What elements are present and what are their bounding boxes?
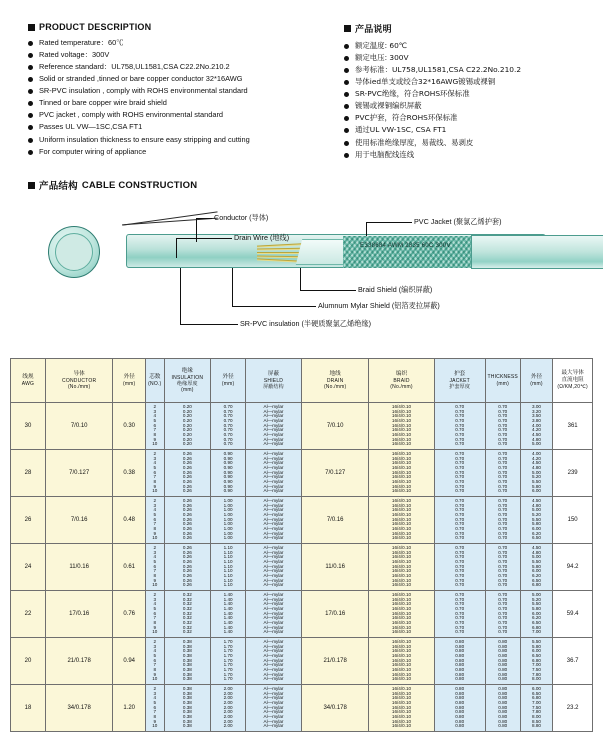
cell-shield: Al—mylar Al—mylar Al—mylar Al—mylar Al—mylar Al—mylar Al—mylar Al—mylar Al—mylar	[246, 638, 302, 685]
table-row	[11, 450, 593, 497]
description-item: 导体ied单支或绞合32*16AWG镀锡或裸铜	[344, 77, 576, 87]
cell-insulation-thickness: 0.38 0.38 0.38 0.38 0.38 0.38 0.38 0.38 0.38	[164, 685, 211, 732]
cell-resistance: 94.2	[553, 544, 593, 591]
description-item: Solid or stranded ,tinned or bare copper conductor 32*16AWG	[28, 74, 328, 84]
cell-braid: 16/4/0.10 16/4/0.10 16/4/0.10 16/4/0.10 16/4/0.10 16/4/0.10 16/4/0.10 16/4/0.10 16/4/0.10	[369, 544, 434, 591]
pvc-jacket-layer	[471, 235, 603, 269]
cell-cores: 2 3 4 5 6 7 8 9 10	[145, 544, 164, 591]
callout-pvc-jacket: PVC Jacket (聚氯乙烯护套)	[414, 217, 502, 226]
description-chinese-list	[344, 41, 576, 159]
description-item: Reference standard：UL758,UL1581,CSA C22.2No.210.2	[28, 62, 328, 72]
th-conductor-od: 外径 (mm)	[113, 359, 146, 403]
table-header	[11, 359, 593, 403]
cell-insulation-od: 1.70 1.70 1.70 1.70 1.70 1.70 1.70 1.70 1.70	[211, 638, 246, 685]
cell-conductor: 7/0.16	[45, 497, 113, 544]
description-item: For computer wiring of appliance	[28, 147, 328, 157]
cell-resistance: 36.7	[553, 638, 593, 685]
cell-braid: 16/4/0.10 16/4/0.10 16/4/0.10 16/4/0.10 16/4/0.10 16/4/0.10 16/4/0.10 16/4/0.10 16/4/0.10	[369, 591, 434, 638]
cell-braid: 16/4/0.10 16/4/0.10 16/4/0.10 16/4/0.10 16/4/0.10 16/4/0.10 16/4/0.10 16/4/0.10 16/4/0.10	[369, 685, 434, 732]
callout-line-mylar-h	[232, 306, 316, 307]
th-awg: 线规 AWG	[11, 359, 46, 403]
cell-jacket-od: 4.50 4.80 5.00 5.50 5.80 6.00 6.20 6.50 6.80	[520, 544, 553, 591]
cell-drain: 7/0.127	[301, 450, 369, 497]
cell-jacket-thickness-2: 0.70 0.70 0.70 0.70 0.70 0.70 0.70 0.70 0.70	[485, 450, 520, 497]
cell-conductor: 7/0.10	[45, 403, 113, 450]
cell-jacket-thickness: 0.80 0.80 0.80 0.80 0.80 0.80 0.80 0.80 0.80	[434, 638, 485, 685]
description-item: 镀锡或裸铜编织屏蔽	[344, 101, 576, 111]
cell-conductor-od: 0.38	[113, 450, 146, 497]
cell-jacket-thickness: 0.70 0.70 0.70 0.70 0.70 0.70 0.70 0.70 0.70	[434, 403, 485, 450]
cable-diagram	[0, 196, 603, 348]
description-item: 参考标准：UL758,UL1581,CSA C22.2No.210.2	[344, 65, 576, 75]
cell-braid: 16/4/0.10 16/4/0.10 16/4/0.10 16/4/0.10 16/4/0.10 16/4/0.10 16/4/0.10 16/4/0.10 16/4/0.10	[369, 450, 434, 497]
th-shield: 屏蔽 SHIELD 屏蔽结构	[246, 359, 302, 403]
cell-jacket-thickness-2: 0.70 0.70 0.70 0.70 0.70 0.70 0.70 0.70 0.70	[485, 544, 520, 591]
th-conductor: 导体 CONDUCTOR (No./mm)	[45, 359, 113, 403]
cell-jacket-thickness: 0.70 0.70 0.70 0.70 0.70 0.70 0.70 0.70 0.70	[434, 497, 485, 544]
th-drain: 地线 DRAIN (No./mm)	[301, 359, 369, 403]
description-english-list	[28, 38, 328, 156]
cell-cores: 2 3 4 5 6 7 8 9 10	[145, 450, 164, 497]
cell-jacket-od: 5.00 5.20 5.50 5.80 6.00 6.20 6.50 6.80 7.00	[520, 591, 553, 638]
cell-jacket-thickness-2: 0.80 0.80 0.80 0.80 0.80 0.80 0.80 0.80 0.80	[485, 638, 520, 685]
cell-conductor-od: 0.76	[113, 591, 146, 638]
callout-line-conductor-h	[196, 218, 212, 219]
cell-jacket-od: 4.50 4.80 5.00 5.20 5.50 5.80 6.00 6.20 6.50	[520, 497, 553, 544]
cell-jacket-od: 4.00 4.20 4.50 4.80 5.00 5.20 5.50 5.80 6.00	[520, 450, 553, 497]
conductor-dots	[57, 235, 93, 271]
braid-shield-layer	[343, 236, 473, 268]
cable-construction-heading	[28, 178, 197, 192]
cell-jacket-thickness: 0.70 0.70 0.70 0.70 0.70 0.70 0.70 0.70 0.70	[434, 544, 485, 591]
cell-cores: 2 3 4 5 6 7 8 9 10	[145, 403, 164, 450]
callout-drain-wire: Drain Wire (地线)	[234, 233, 290, 242]
cell-conductor-od: 0.48	[113, 497, 146, 544]
th-jacket-thickness: 护套 JACKET 护套厚度	[434, 359, 485, 403]
cell-braid: 16/4/0.10 16/4/0.10 16/4/0.10 16/4/0.10 16/4/0.10 16/4/0.10 16/4/0.10 16/4/0.10 16/4/0.10	[369, 497, 434, 544]
callout-line-jacket	[366, 222, 367, 236]
cell-jacket-thickness-2: 0.70 0.70 0.70 0.70 0.70 0.70 0.70 0.70 0.70	[485, 497, 520, 544]
cable-body	[126, 234, 546, 268]
cell-jacket-od: 5.50 5.80 6.00 6.50 6.80 7.00 7.50 7.80 8.00	[520, 638, 553, 685]
description-item: Rated temperature：60℃	[28, 38, 328, 48]
cell-drain: 11/0.16	[301, 544, 369, 591]
cell-shield: Al—mylar Al—mylar Al—mylar Al—mylar Al—mylar Al—mylar Al—mylar Al—mylar Al—mylar	[246, 497, 302, 544]
description-item: Rated voltage：300V	[28, 50, 328, 60]
table-row	[11, 591, 593, 638]
th-resistance: 最大导体 直流电阻 (Ω/KM,20℃)	[553, 359, 593, 403]
description-item: 额定温度: 60℃	[344, 41, 576, 51]
cell-awg: 30	[11, 403, 46, 450]
callout-line-insulation	[180, 268, 181, 324]
cell-jacket-od: 6.00 6.50 6.80 7.00 7.50 7.80 8.00 8.50 8.80	[520, 685, 553, 732]
description-item: Uniform insulation thickness to ensure easy stripping and cutting	[28, 135, 328, 145]
cell-resistance: 150	[553, 497, 593, 544]
th-jacket-od: 外径 (mm)	[520, 359, 553, 403]
cell-jacket-od: 3.00 3.20 3.50 3.80 4.00 4.20 4.50 4.80 5.00	[520, 403, 553, 450]
cell-insulation-od: 1.00 1.00 1.00 1.00 1.00 1.00 1.00 1.00 1.00	[211, 497, 246, 544]
square-bullet-icon	[344, 25, 351, 32]
cell-conductor: 34/0.178	[45, 685, 113, 732]
cell-awg: 24	[11, 544, 46, 591]
table-body	[11, 403, 593, 732]
cell-braid: 16/4/0.10 16/4/0.10 16/4/0.10 16/4/0.10 16/4/0.10 16/4/0.10 16/4/0.10 16/4/0.10 16/4/0.10	[369, 638, 434, 685]
table-row	[11, 544, 593, 591]
cable-construction-title-en: CABLE CONSTRUCTION	[81, 179, 198, 191]
description-item: 额定电压: 300V	[344, 53, 576, 63]
cell-conductor-od: 0.61	[113, 544, 146, 591]
cell-drain: 7/0.10	[301, 403, 369, 450]
cell-shield: Al—mylar Al—mylar Al—mylar Al—mylar Al—mylar Al—mylar Al—mylar Al—mylar Al—mylar	[246, 544, 302, 591]
callout-line-braid-h	[300, 290, 356, 291]
cell-insulation-thickness: 0.20 0.20 0.20 0.20 0.20 0.20 0.20 0.20 0.20	[164, 403, 211, 450]
cell-awg: 28	[11, 450, 46, 497]
cell-awg: 20	[11, 638, 46, 685]
cell-insulation-thickness: 0.26 0.26 0.26 0.26 0.26 0.26 0.26 0.26 0.26	[164, 544, 211, 591]
cell-cores: 2 3 4 5 6 7 8 9 10	[145, 685, 164, 732]
description-item: PVC jacket , comply with ROHS environmental standard	[28, 110, 328, 120]
th-braid: 编织 BRAID (No./mm)	[369, 359, 434, 403]
description-item: 通过UL VW-1SC, CSA FT1	[344, 125, 576, 135]
cell-resistance: 59.4	[553, 591, 593, 638]
cell-cores: 2 3 4 5 6 7 8 9 10	[145, 497, 164, 544]
callout-line-mylar	[232, 268, 233, 306]
cell-awg: 22	[11, 591, 46, 638]
th-jacket-thickness-unit: THICKNESS (mm)	[485, 359, 520, 403]
description-english-column	[28, 22, 328, 162]
cell-insulation-od: 2.00 2.00 2.00 2.00 2.00 2.00 2.00 2.00 2.00	[211, 685, 246, 732]
product-description-title: PRODUCT DESCRIPTION	[39, 22, 152, 32]
cell-jacket-thickness-2: 0.70 0.70 0.70 0.70 0.70 0.70 0.70 0.70 0.70	[485, 403, 520, 450]
cell-jacket-thickness: 0.80 0.80 0.80 0.80 0.80 0.80 0.80 0.80 0.80	[434, 685, 485, 732]
cable-construction-title-cn: 产品结构	[39, 181, 78, 192]
cell-insulation-thickness: 0.32 0.32 0.32 0.32 0.32 0.32 0.32 0.32 0.32	[164, 591, 211, 638]
th-cores: 芯数 (NO.)	[145, 359, 164, 403]
jacket-print	[360, 242, 451, 249]
cell-conductor-od: 0.94	[113, 638, 146, 685]
description-item: Passes UL VW—1SC,CSA FT1	[28, 122, 328, 132]
description-chinese-column	[344, 22, 576, 162]
cell-drain: 34/0.178	[301, 685, 369, 732]
cell-insulation-thickness: 0.26 0.26 0.26 0.26 0.26 0.26 0.26 0.26 0.26	[164, 450, 211, 497]
cell-insulation-od: 0.70 0.70 0.70 0.70 0.70 0.70 0.70 0.70 0.70	[211, 403, 246, 450]
cell-shield: Al—mylar Al—mylar Al—mylar Al—mylar Al—mylar Al—mylar Al—mylar Al—mylar Al—mylar	[246, 450, 302, 497]
cell-cores: 2 3 4 5 6 7 8 9 10	[145, 638, 164, 685]
cell-cores: 2 3 4 5 6 7 8 9 10	[145, 591, 164, 638]
cell-conductor: 21/0.178	[45, 638, 113, 685]
specification-table	[10, 358, 593, 732]
callout-braid-shield: Braid Shield (编织屏蔽)	[358, 285, 433, 294]
th-insulation-thickness: 绝缘 INSULATION 绝缘厚度 (mm)	[164, 359, 211, 403]
jacket-print-text: E338684 AWM 2835 60C 300V	[360, 242, 451, 249]
cell-resistance: 361	[553, 403, 593, 450]
cell-jacket-thickness-2: 0.70 0.70 0.70 0.70 0.70 0.70 0.70 0.70 0.70	[485, 591, 520, 638]
product-description-heading-cn	[344, 22, 576, 35]
cell-awg: 26	[11, 497, 46, 544]
cell-insulation-od: 1.10 1.10 1.10 1.10 1.10 1.10 1.10 1.10 1.10	[211, 544, 246, 591]
cell-jacket-thickness: 0.70 0.70 0.70 0.70 0.70 0.70 0.70 0.70 0.70	[434, 450, 485, 497]
th-insulation-od: 外径 (mm)	[211, 359, 246, 403]
description-item: 使用标准绝缘厚度，易裁线、易剥皮	[344, 138, 576, 148]
cell-jacket-thickness: 0.70 0.70 0.70 0.70 0.70 0.70 0.70 0.70 0.70	[434, 591, 485, 638]
cell-drain: 21/0.178	[301, 638, 369, 685]
cell-conductor: 7/0.127	[45, 450, 113, 497]
product-description-section	[28, 22, 576, 162]
cell-conductor: 17/0.16	[45, 591, 113, 638]
description-item: SR-PVC绝缘，符合ROHS环保标准	[344, 89, 576, 99]
cell-shield: Al—mylar Al—mylar Al—mylar Al—mylar Al—mylar Al—mylar Al—mylar Al—mylar Al—mylar	[246, 685, 302, 732]
table-row	[11, 685, 593, 732]
cell-insulation-od: 0.90 0.90 0.90 0.90 0.90 0.90 0.90 0.90 0.90	[211, 450, 246, 497]
drain-wire-strands	[122, 214, 226, 226]
callout-line-drain	[176, 238, 177, 258]
product-description-title-cn: 产品说明	[355, 25, 392, 35]
cell-jacket-thickness-2: 0.80 0.80 0.80 0.80 0.80 0.80 0.80 0.80 0.80	[485, 685, 520, 732]
cell-drain: 7/0.16	[301, 497, 369, 544]
cell-insulation-thickness: 0.26 0.26 0.26 0.26 0.26 0.26 0.26 0.26 0.26	[164, 497, 211, 544]
callout-conductor: Conductor (导体)	[214, 213, 269, 222]
callout-alumnum-mylar-shield: Alumnum Mylar Shield (铝箔麦拉屏蔽)	[318, 301, 440, 310]
cell-braid: 16/4/0.10 16/4/0.10 16/4/0.10 16/4/0.10 16/4/0.10 16/4/0.10 16/4/0.10 16/4/0.10 16/4/0.10	[369, 403, 434, 450]
callout-sr-pvc-insulation: SR-PVC insulation (半硬质聚氯乙烯绝缘)	[240, 319, 371, 328]
cell-resistance: 239	[553, 450, 593, 497]
description-item: PVC护套，符合ROHS环保标准	[344, 113, 576, 123]
description-item: 用于电脑配线连线	[344, 150, 576, 160]
description-item: SR-PVC insulation , comply with ROHS environmental standard	[28, 86, 328, 96]
table-row	[11, 403, 593, 450]
cell-drain: 17/0.16	[301, 591, 369, 638]
cell-resistance: 23.2	[553, 685, 593, 732]
table-row	[11, 638, 593, 685]
square-bullet-icon	[28, 182, 35, 189]
cell-awg: 18	[11, 685, 46, 732]
cell-conductor-od: 1.20	[113, 685, 146, 732]
product-description-heading	[28, 22, 328, 32]
table-row	[11, 497, 593, 544]
table-header-row	[11, 359, 593, 403]
callout-line-drain-h	[176, 238, 232, 239]
callout-line-insulation-h	[180, 324, 238, 325]
cell-insulation-od: 1.40 1.40 1.40 1.40 1.40 1.40 1.40 1.40 1.40	[211, 591, 246, 638]
cell-shield: Al—mylar Al—mylar Al—mylar Al—mylar Al—mylar Al—mylar Al—mylar Al—mylar Al—mylar	[246, 403, 302, 450]
square-bullet-icon	[28, 24, 35, 31]
cell-insulation-thickness: 0.38 0.38 0.38 0.38 0.38 0.38 0.38 0.38 0.38	[164, 638, 211, 685]
description-item: Tinned or bare copper wire braid shield	[28, 98, 328, 108]
cell-conductor: 11/0.16	[45, 544, 113, 591]
cable-cross-section	[48, 226, 100, 278]
callout-line-braid	[300, 268, 301, 290]
cell-conductor-od: 0.30	[113, 403, 146, 450]
cell-shield: Al—mylar Al—mylar Al—mylar Al—mylar Al—mylar Al—mylar Al—mylar Al—mylar Al—mylar	[246, 591, 302, 638]
callout-line-jacket-h	[366, 222, 412, 223]
